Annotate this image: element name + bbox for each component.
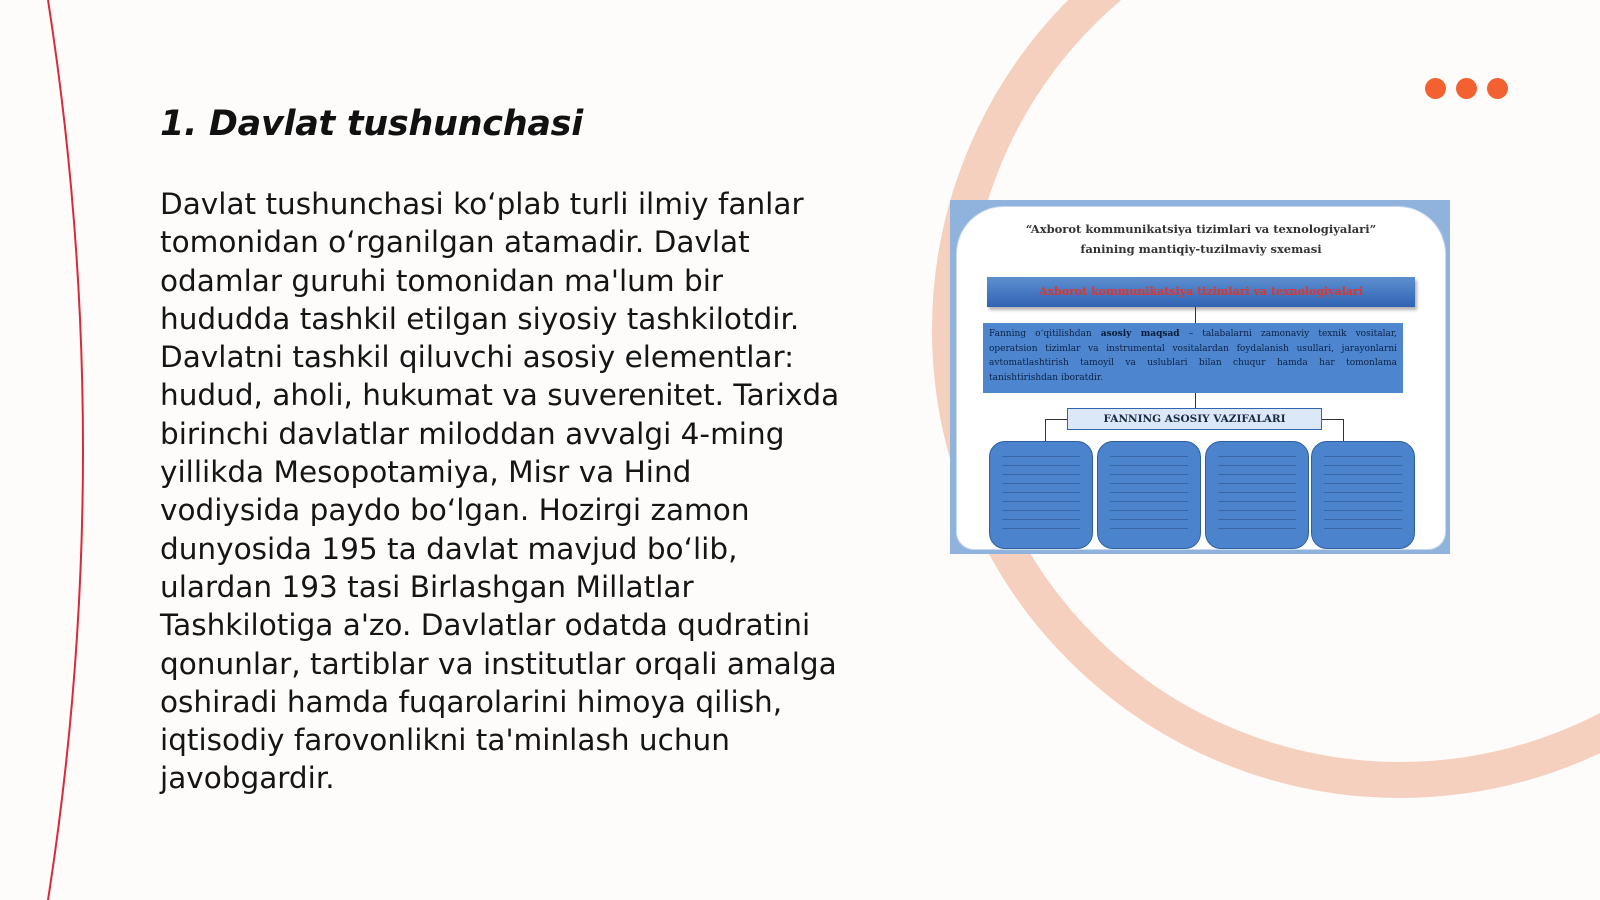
diagram-image: [950, 200, 1450, 554]
diagram-frame: [956, 206, 1446, 550]
dot-2: [1456, 78, 1477, 99]
desc-before: Fanning o‘qitilishdan: [989, 329, 1101, 339]
left-curve-line: [48, 0, 83, 900]
diagram-title-line2: fanining mantiqiy-tuzilmaviy sxemasi: [1080, 242, 1322, 256]
connector-right-h: [1322, 419, 1344, 420]
task-box-2: [1097, 441, 1201, 549]
task-box-3: [1205, 441, 1309, 549]
task-box-1: [989, 441, 1093, 549]
connector-1: [1195, 307, 1196, 323]
slide-body-text: Davlat tushunchasi ko‘plab turli ilmiy fanlar tomonidan o‘rganilgan atamadir. Davlat odamlar guruhi tomonidan ma'lum bir hududda tashkil etilgan siyosiy tashkilotdir. Davlatni tashkil qiluvchi asosiy elementlar: hudud, aholi, hukumat va suverenitet. Tarixda birinchi davlatlar miloddan avvalgi 4-ming yillikda Mesopotamiya, Misr va Hind vodiysida paydo bo‘lgan. Hozirgi zamon dunyosida 195 ta davlat mavjud bo‘lib, ulardan 193 tasi Birlashgan Millatlar Tashkilotiga a'zo. Davlatlar odatda qudratini qonunlar, tartiblar va institutlar orqali amalga oshiradi hamda fuqarolarini himoya qilish, iqtisodiy farovonlikni ta'minlash uchun javobgardir.: [160, 187, 840, 796]
tasks-heading: FANNING ASOSIY VAZIFALARI: [1067, 408, 1322, 430]
diagram-title: [957, 219, 1445, 259]
menu-dots-icon: [1425, 78, 1508, 99]
connector-left-v: [1045, 419, 1046, 441]
connector-2: [1195, 393, 1196, 408]
task-box-4: [1311, 441, 1415, 549]
slide-title: 1. Davlat tushunchasi: [160, 104, 583, 144]
diagram-description: [983, 323, 1403, 393]
diagram-banner: Axborot kommunikatsiya tizimlari va texnologiyalari: [987, 277, 1415, 307]
dot-3: [1487, 78, 1508, 99]
connector-left-h: [1045, 419, 1067, 420]
desc-after: – talabalarni zamonaviy texnik vositalar, operatsion tizimlar va instrumental vositalardan foydalanish usullari, jarayonlarni avtomatlashtirish tamoyil va uslublari bilan chuqur hamda har tomonlama tanishtirishdan iboratdir.: [989, 329, 1398, 383]
connector-right-v: [1343, 419, 1344, 441]
dot-1: [1425, 78, 1446, 99]
diagram-title-line1: “Axborot kommunikatsiya tizimlari va texnologiyalari”: [1025, 222, 1377, 236]
desc-bold: asosiy maqsad: [1100, 329, 1180, 339]
